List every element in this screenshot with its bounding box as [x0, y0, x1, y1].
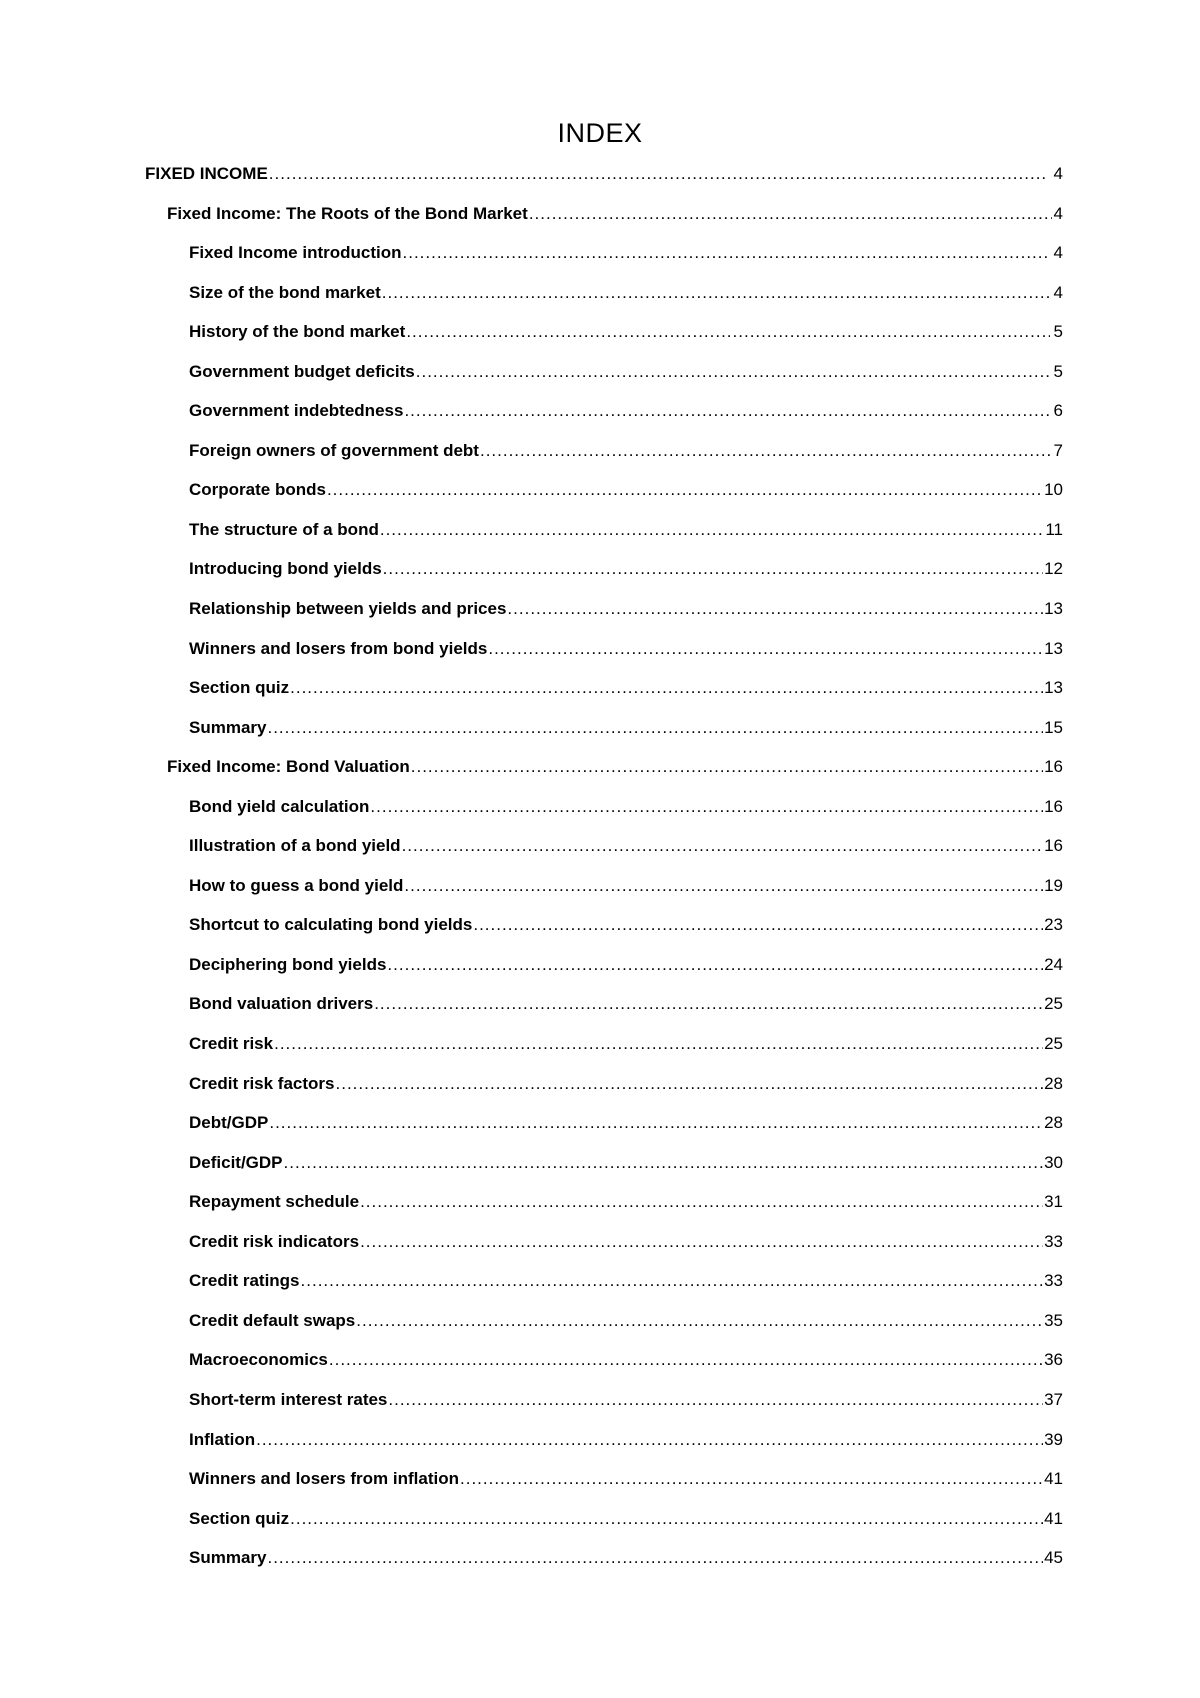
dot-leader: [267, 1548, 1043, 1568]
toc-page-number: 31: [1044, 1192, 1063, 1212]
toc-entry[interactable]: [0, 678, 1200, 718]
toc-page-number: 4: [1053, 164, 1063, 183]
dot-leader: [403, 243, 1050, 263]
toc-entry[interactable]: [0, 480, 1200, 520]
toc-entry-title: Corporate bonds: [189, 480, 326, 500]
toc-entry[interactable]: [0, 559, 1200, 599]
dot-leader: [404, 876, 1043, 896]
toc-entry-title: FIXED INCOME: [145, 164, 268, 183]
dot-leader: [370, 797, 1043, 817]
toc-entry-title: Credit ratings: [189, 1271, 300, 1291]
toc-page-number: 45: [1044, 1548, 1063, 1568]
dot-leader: [360, 1232, 1043, 1252]
toc-page-number: 16: [1044, 757, 1063, 777]
toc-entry[interactable]: [0, 876, 1200, 916]
toc-page-number: 4: [1053, 203, 1063, 223]
toc-page-number: 13: [1044, 599, 1063, 619]
dot-leader: [387, 955, 1043, 975]
dot-leader: [374, 994, 1043, 1014]
dot-leader: [267, 718, 1043, 738]
toc-entry[interactable]: [0, 1074, 1200, 1114]
toc-page-number: 41: [1044, 1508, 1063, 1528]
dot-leader: [356, 1311, 1043, 1331]
toc-page-number: 4: [1053, 282, 1063, 302]
toc-page-number: 16: [1044, 796, 1063, 816]
toc-page-number: 24: [1044, 954, 1063, 974]
toc-entry[interactable]: [0, 1232, 1200, 1272]
toc-page-number: 25: [1044, 994, 1063, 1014]
toc-entry[interactable]: [0, 1430, 1200, 1470]
toc-entry-title: Deciphering bond yields: [189, 954, 387, 974]
toc-page-number: 28: [1044, 1073, 1063, 1093]
toc-entry[interactable]: [0, 322, 1200, 362]
toc-entry[interactable]: [0, 401, 1200, 441]
toc-page-number: 35: [1044, 1310, 1063, 1330]
toc-entry[interactable]: [0, 520, 1200, 560]
toc-entry[interactable]: [0, 1548, 1200, 1588]
toc-entry[interactable]: [0, 915, 1200, 955]
dot-leader: [382, 283, 1049, 303]
toc-entry[interactable]: [0, 994, 1200, 1034]
toc-entry-title: Size of the bond market: [189, 282, 381, 302]
toc-page-number: 25: [1044, 1034, 1063, 1054]
toc-entry-title: Fixed Income: The Roots of the Bond Market: [167, 203, 528, 223]
toc-entry[interactable]: [0, 441, 1200, 481]
toc-page-number: 23: [1044, 915, 1063, 935]
toc-entry[interactable]: [0, 1192, 1200, 1232]
toc-entry-title: Foreign owners of government debt: [189, 440, 479, 460]
toc-entry-title: Winners and losers from inflation: [189, 1469, 459, 1489]
toc-entry[interactable]: [0, 1113, 1200, 1153]
dot-leader: [329, 1350, 1043, 1370]
dot-leader: [269, 164, 1047, 184]
dot-leader: [406, 322, 1049, 342]
dot-leader: [274, 1034, 1043, 1054]
toc-entry[interactable]: [0, 639, 1200, 679]
toc-entry-title: Debt/GDP: [189, 1113, 269, 1133]
toc-entry-title: Fixed Income: Bond Valuation: [167, 757, 410, 777]
toc-page-number: 4: [1053, 243, 1063, 263]
toc-entry[interactable]: [0, 362, 1200, 402]
dot-leader: [380, 520, 1045, 540]
toc-page-number: 10: [1044, 480, 1063, 500]
toc-entry[interactable]: [0, 283, 1200, 323]
toc-page-number: 11: [1045, 519, 1063, 539]
toc-entry[interactable]: [0, 1271, 1200, 1311]
toc-entry-title: History of the bond market: [189, 322, 406, 342]
toc-page-number: 5: [1053, 322, 1063, 342]
toc-page-number: 30: [1044, 1152, 1063, 1172]
toc-entry[interactable]: [0, 757, 1200, 797]
toc-page-number: 19: [1044, 875, 1063, 895]
dot-leader: [416, 362, 1050, 382]
toc-entry[interactable]: [0, 204, 1200, 244]
dot-leader: [404, 401, 1049, 421]
toc-entry-title: Summary: [189, 1548, 267, 1568]
toc-page-number: 13: [1044, 678, 1063, 698]
toc-entry[interactable]: [0, 955, 1200, 995]
toc-entry[interactable]: [0, 164, 1200, 204]
toc-entry[interactable]: [0, 243, 1200, 283]
toc-page-number: 33: [1044, 1271, 1063, 1291]
toc-entry-title: Fixed Income introduction: [189, 243, 402, 263]
toc-entry-title: Bond yield calculation: [189, 796, 370, 816]
toc-entry-title: Winners and losers from bond yields: [189, 638, 488, 658]
toc-entry-title: Section quiz: [189, 678, 290, 698]
dot-leader: [327, 480, 1043, 500]
dot-leader: [383, 559, 1043, 579]
toc-page-number: 6: [1053, 401, 1063, 421]
dot-leader: [336, 1074, 1044, 1094]
toc-entry-title: Short-term interest rates: [189, 1389, 388, 1409]
toc-entry[interactable]: [0, 718, 1200, 758]
toc-entry[interactable]: [0, 1153, 1200, 1193]
toc-entry[interactable]: [0, 1390, 1200, 1430]
toc-entry-title: Bond valuation drivers: [189, 994, 374, 1014]
toc-page-number: 12: [1044, 559, 1063, 579]
dot-leader: [488, 639, 1043, 659]
toc-entry-title: Credit risk factors: [189, 1073, 335, 1093]
dot-leader: [411, 757, 1043, 777]
dot-leader: [473, 915, 1043, 935]
toc-page-number: 36: [1044, 1350, 1063, 1370]
dot-leader: [529, 204, 1052, 224]
dot-leader: [269, 1113, 1043, 1133]
toc-entry[interactable]: [0, 1509, 1200, 1549]
dot-leader: [388, 1390, 1043, 1410]
toc-entry-title: Deficit/GDP: [189, 1152, 283, 1172]
toc-entry[interactable]: [0, 1034, 1200, 1074]
toc-entry-title: Credit default swaps: [189, 1310, 356, 1330]
toc-page-number: 28: [1044, 1113, 1063, 1133]
toc-entry-title: Credit risk indicators: [189, 1231, 360, 1251]
dot-leader: [507, 599, 1043, 619]
toc-entry-title: Macroeconomics: [189, 1350, 328, 1370]
toc-page-number: 13: [1044, 638, 1063, 658]
toc-page-number: 16: [1044, 836, 1063, 856]
toc-page-number: 33: [1044, 1231, 1063, 1251]
toc-entry[interactable]: [0, 1350, 1200, 1390]
dot-leader: [290, 1509, 1043, 1529]
toc-entry-title: Government indebtedness: [189, 401, 404, 421]
toc-entry[interactable]: [0, 836, 1200, 876]
toc-entry[interactable]: [0, 797, 1200, 837]
toc-entry-title: Introducing bond yields: [189, 559, 382, 579]
toc-page-number: 7: [1053, 440, 1063, 460]
toc-entry-title: Section quiz: [189, 1508, 290, 1528]
toc-entry-title: The structure of a bond: [189, 519, 379, 539]
dot-leader: [360, 1192, 1043, 1212]
toc-entry-title: Relationship between yields and prices: [189, 599, 507, 619]
dot-leader: [460, 1469, 1043, 1489]
dot-leader: [284, 1153, 1044, 1173]
dot-leader: [256, 1430, 1043, 1450]
dot-leader: [480, 441, 1051, 461]
toc-entry-title: Government budget deficits: [189, 361, 415, 381]
dot-leader: [301, 1271, 1044, 1291]
toc-page-number: 15: [1044, 717, 1063, 737]
toc-entry-title: Inflation: [189, 1429, 256, 1449]
toc-page-number: 41: [1044, 1469, 1063, 1489]
page-title: INDEX: [557, 118, 643, 148]
toc-entry[interactable]: [0, 599, 1200, 639]
toc-entry-title: How to guess a bond yield: [189, 875, 404, 895]
dot-leader: [402, 836, 1044, 856]
toc-entry[interactable]: [0, 1469, 1200, 1509]
toc-page-number: 5: [1053, 361, 1063, 381]
dot-leader: [290, 678, 1043, 698]
toc-entry-title: Illustration of a bond yield: [189, 836, 401, 856]
toc-entry-title: Repayment schedule: [189, 1192, 360, 1212]
toc-page-number: 37: [1044, 1389, 1063, 1409]
toc-entry[interactable]: [0, 1311, 1200, 1351]
toc-entry-title: Credit risk: [189, 1034, 274, 1054]
table-of-contents: [0, 164, 1200, 1588]
toc-entry-title: Shortcut to calculating bond yields: [189, 915, 473, 935]
toc-page-number: 39: [1044, 1429, 1063, 1449]
toc-entry-title: Summary: [189, 717, 267, 737]
